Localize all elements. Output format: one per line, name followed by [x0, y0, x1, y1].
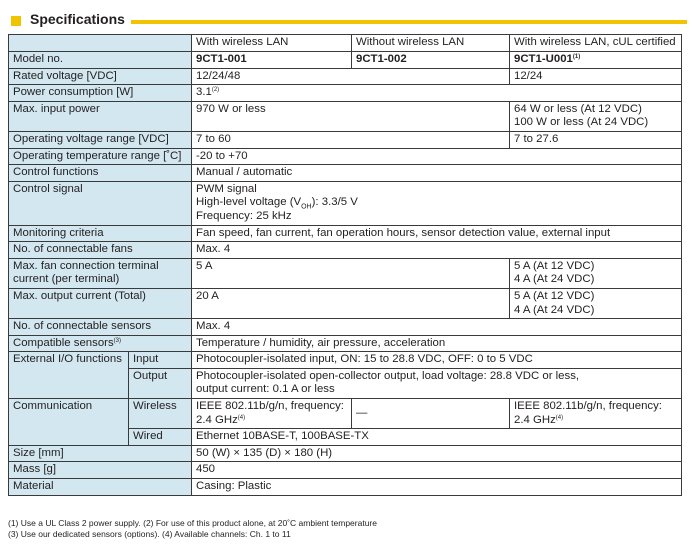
max-fan-current-value: 5 A: [192, 258, 510, 288]
value-text: ): 3.3/5 V: [311, 196, 358, 209]
row-label: Power consumption [W]: [9, 85, 192, 102]
operating-voltage-value: 7 to 60: [192, 131, 510, 148]
model-number-cul-value: 9CT1-U001: [514, 53, 573, 65]
value-line: PWM signal: [196, 182, 257, 195]
power-value: 3.1: [196, 86, 212, 99]
control-functions-value: Manual / automatic: [192, 165, 682, 182]
row-label: Operating temperature range [˚C]: [9, 148, 192, 165]
sub-label-wired: Wired: [129, 429, 192, 446]
connectable-sensors-value: Max. 4: [192, 319, 682, 336]
footnotes: [8, 518, 377, 540]
value-line: [196, 414, 347, 428]
footnote-ref: (4): [555, 414, 564, 421]
row-label: Max. input power: [9, 101, 192, 131]
rated-voltage-value: 12/24/48: [192, 68, 510, 85]
table-row: [9, 101, 682, 131]
size-value: 50 (W) × 135 (D) × 180 (H): [192, 445, 682, 462]
footnote-ref: (2): [211, 87, 220, 94]
wireless-cul-value: [510, 399, 682, 429]
section-rule: [131, 20, 687, 24]
table-row: [9, 52, 682, 69]
max-fan-current-cul-value: [510, 258, 682, 288]
sub-label-wireless: Wireless: [129, 399, 192, 429]
table-row: [9, 181, 682, 225]
value-line: 5 A (At 12 VDC): [514, 289, 595, 302]
wireless-none-value: —: [352, 399, 510, 429]
table-row: [9, 352, 682, 369]
column-header-wireless-cul: With wireless LAN, cUL certified: [510, 35, 682, 52]
value-line: Frequency: 25 kHz: [196, 209, 292, 222]
row-label: Control functions: [9, 165, 192, 182]
table-row: [9, 165, 682, 182]
external-input-value: Photocoupler-isolated input, ON: 15 to 28.8 VDC, OFF: 0 to 5 VDC: [192, 352, 682, 369]
column-header-no-wireless: Without wireless LAN: [352, 35, 510, 52]
table-row: [9, 319, 682, 336]
compatible-sensors-value: Temperature / humidity, air pressure, acceleration: [192, 335, 682, 352]
table-row: [9, 68, 682, 85]
subscript: OH: [301, 203, 312, 211]
table-row: [9, 479, 682, 496]
footnote-ref: (1): [572, 54, 581, 60]
table-row: [9, 85, 682, 102]
table-row: [9, 148, 682, 165]
row-label: Communication: [9, 399, 129, 446]
row-label: Model no.: [9, 52, 192, 69]
table-row: [9, 131, 682, 148]
mass-value: 450: [192, 462, 682, 479]
table-row: [9, 288, 682, 318]
section-header: [8, 10, 687, 32]
table-row: [9, 462, 682, 479]
row-label: Mass [g]: [9, 462, 192, 479]
value-line: IEEE 802.11b/g/n, frequency:: [514, 400, 662, 413]
connectable-fans-value: Max. 4: [192, 242, 682, 259]
row-label: [9, 335, 192, 352]
row-label: Material: [9, 479, 192, 496]
sub-label-output: Output: [129, 368, 192, 398]
wired-value: Ethernet 10BASE-T, 100BASE-TX: [192, 429, 682, 446]
max-input-value: 970 W or less: [192, 101, 510, 131]
model-number-wireless: 9CT1-001: [192, 52, 352, 69]
power-consumption-value: [192, 85, 682, 102]
value-text: 2.4 GHz: [514, 413, 556, 426]
table-row: [9, 225, 682, 242]
specifications-table: [8, 34, 682, 496]
max-input-cul-value: [510, 101, 682, 131]
table-row: [9, 445, 682, 462]
value-text: High-level voltage (V: [196, 196, 302, 209]
sub-label-input: Input: [129, 352, 192, 369]
operating-temperature-value: -20 to +70: [192, 148, 682, 165]
value-line: 64 W or less (At 12 VDC): [514, 102, 642, 115]
column-header-wireless: With wireless LAN: [192, 35, 352, 52]
control-signal-value: [192, 181, 682, 225]
external-output-value: [192, 368, 682, 398]
value-line: IEEE 802.11b/g/n, frequency:: [196, 400, 344, 413]
model-number-no-wireless: 9CT1-002: [352, 52, 510, 69]
footnote-ref: (4): [237, 414, 246, 421]
table-row: [9, 242, 682, 259]
table-row: [9, 35, 682, 52]
row-label: No. of connectable fans: [9, 242, 192, 259]
value-line: [514, 414, 677, 428]
value-text: 2.4 GHz: [196, 413, 238, 426]
max-output-current-value: 20 A: [192, 288, 510, 318]
value-line: output current: 0.1 A or less: [196, 383, 335, 396]
wireless-value: [192, 399, 352, 429]
value-line: 4 A (At 24 VDC): [514, 303, 595, 316]
section-marker-icon: [11, 16, 21, 26]
operating-voltage-cul-value: 7 to 27.6: [510, 131, 682, 148]
material-value: Casing: Plastic: [192, 479, 682, 496]
table-row: [9, 399, 682, 429]
row-label: Rated voltage [VDC]: [9, 68, 192, 85]
table-row: [9, 335, 682, 352]
label-text: Compatible sensors: [13, 336, 114, 349]
row-label: Size [mm]: [9, 445, 192, 462]
row-label: Max. output current (Total): [9, 288, 192, 318]
model-number-cul: [510, 52, 682, 69]
value-line: 100 W or less (At 24 VDC): [514, 116, 649, 129]
row-label: External I/O functions: [9, 352, 129, 399]
row-label: Monitoring criteria: [9, 225, 192, 242]
value-line: [196, 196, 677, 210]
footnote-ref: (3): [113, 337, 122, 344]
footnote-line: (1) Use a UL Class 2 power supply. (2) For use of this product alone, at 20˚C ambient temperature: [8, 518, 377, 528]
value-line: 4 A (At 24 VDC): [514, 273, 595, 286]
monitoring-criteria-value: Fan speed, fan current, fan operation hours, sensor detection value, external input: [192, 225, 682, 242]
max-output-current-cul-value: [510, 288, 682, 318]
table-row: [9, 258, 682, 288]
row-label: Operating voltage range [VDC]: [9, 131, 192, 148]
rated-voltage-cul-value: 12/24: [510, 68, 682, 85]
value-line: Photocoupler-isolated open-collector output, load voltage: 28.8 VDC or less,: [196, 369, 580, 382]
row-label: Max. fan connection terminal current (per terminal): [9, 258, 192, 288]
row-label: Control signal: [9, 181, 192, 225]
section-title: Specifications: [30, 11, 125, 27]
row-label: No. of connectable sensors: [9, 319, 192, 336]
corner-cell: [9, 35, 192, 52]
footnote-line: (3) Use our dedicated sensors (options). (4) Available channels: Ch. 1 to 11: [8, 529, 291, 539]
value-line: 5 A (At 12 VDC): [514, 259, 595, 272]
